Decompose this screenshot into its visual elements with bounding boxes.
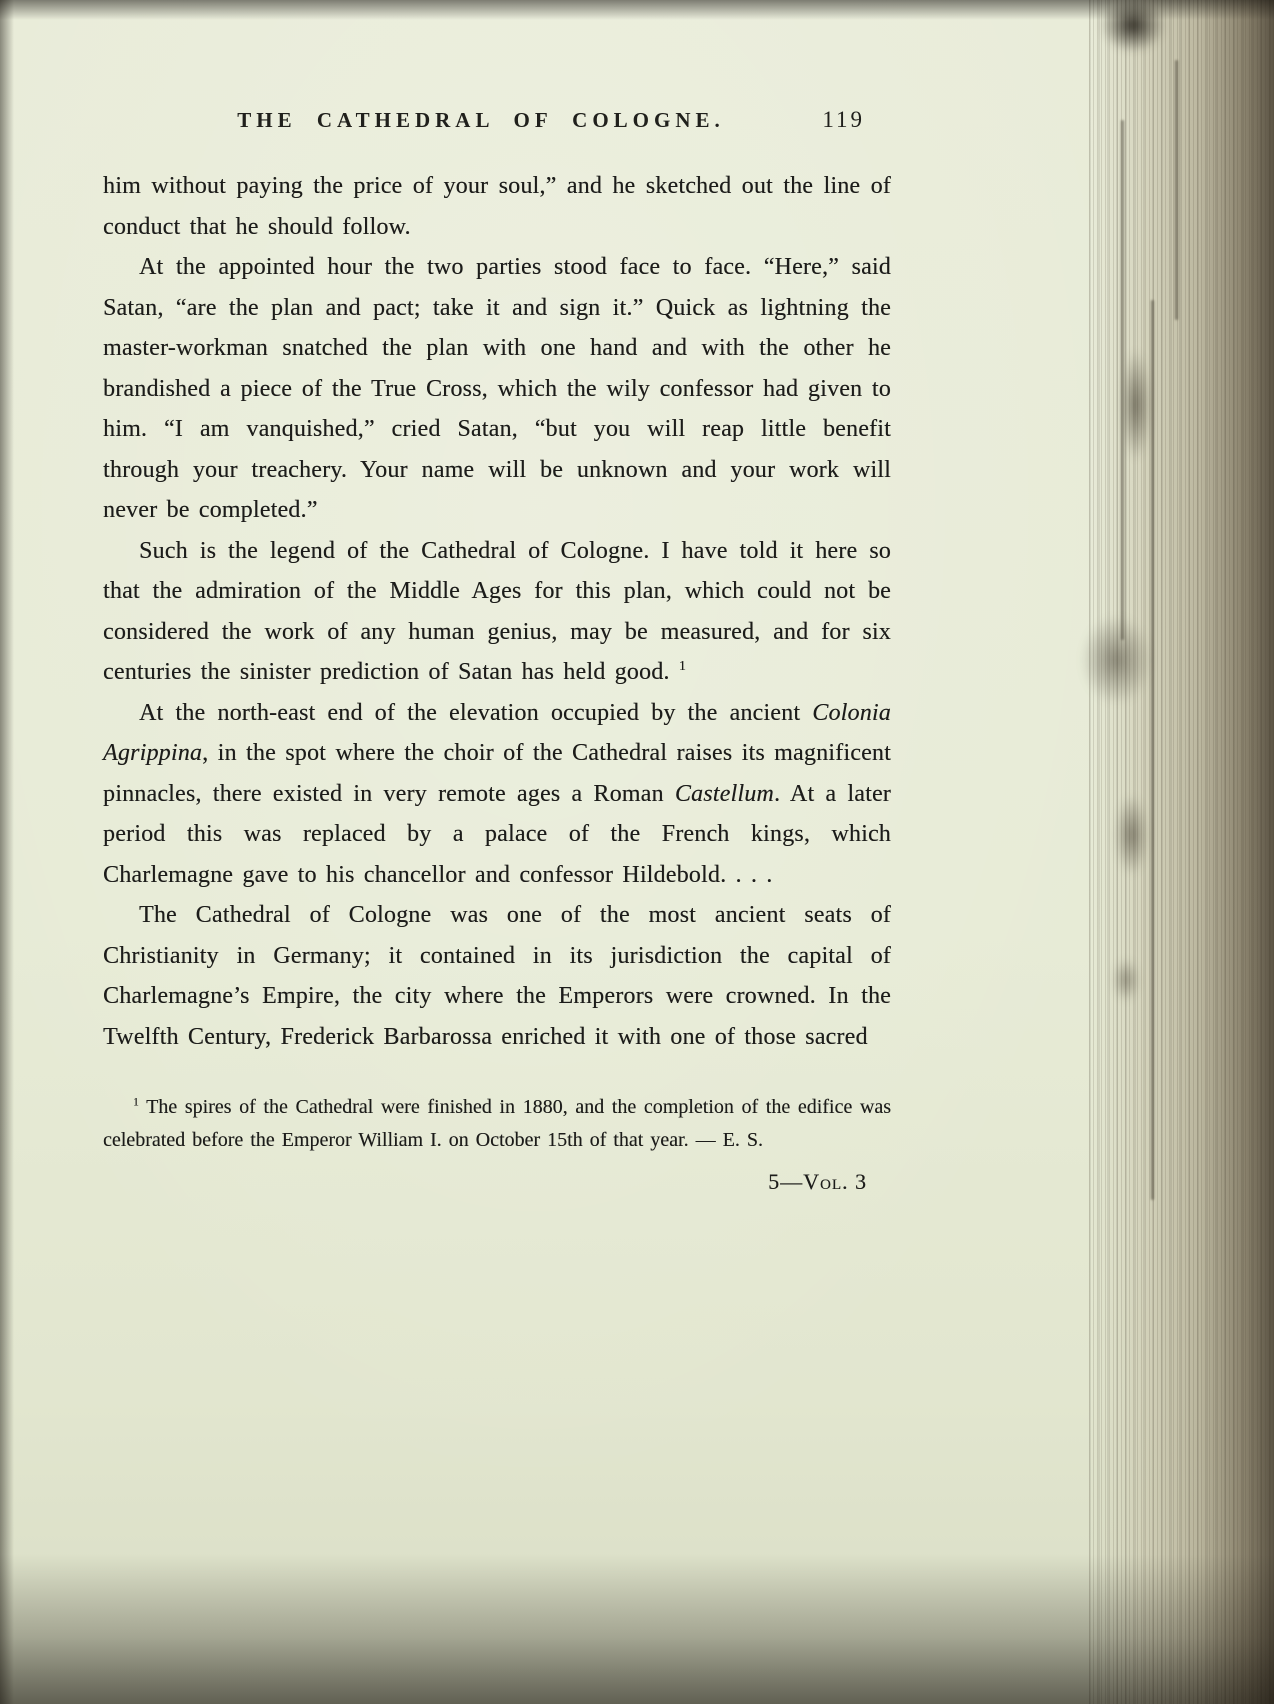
text-block	[103, 166, 891, 1057]
running-title: THE CATHEDRAL OF COLOGNE.	[237, 108, 725, 132]
page-content	[103, 106, 891, 1195]
scan-corner-shadow	[0, 1594, 220, 1704]
paragraph: At the north-east end of the elevation occupied by the ancient Colonia Agrippina, in the spot where the choir of the Cathedral raises its magnificent pinnacles, there existed in very remote ages a Roman Castellum. At a later period this was replaced by a palace of the French kings, which Charlemagne gave to his chancellor and confessor Hildebold. . . .	[103, 699, 891, 888]
volume-signature: 5—Vol. 3	[768, 1169, 867, 1194]
paragraph: him without paying the price of your soul,” and he sketched out the line of conduct that he should follow.	[103, 173, 891, 240]
paragraph: At the appointed hour the two parties stood face to face. “Here,” said Satan, “are the plan and pact; take it and sign it.” Quick as lightning the master-workman snatched the plan with one hand and with the other he brandished a piece of the True Cross, which the wily confessor had given to him. “I am vanquished,” cried Satan, “but you will reap little benefit through your treachery. Your name will be unknown and your work will never be completed.”	[103, 254, 891, 523]
paragraph: Such is the legend of the Cathedral of Cologne. I have told it here so that the admiration of the Middle Ages for this plan, which could not be considered the work of any human genius, may be measured, and for six centuries the sinister prediction of Satan has held good. $^1$	[103, 537, 891, 685]
footnote-text: $^1$ The spires of the Cathedral were finished in 1880, and the completion of the edifice was celebrated before the Emperor William I. on October 15th of that year. — E. S.	[103, 1095, 891, 1151]
page-number: 119	[822, 107, 865, 132]
scan-artifact	[1116, 330, 1156, 480]
page-header	[103, 106, 891, 142]
paragraph: The Cathedral of Cologne was one of the most ancient seats of Christianity in Germany; it contained in its jurisdiction the capital of Charlemagne’s Empire, the city where the Emperors were crowned. In the Twelfth Century, Frederick Barbarossa enriched it with one of those sacred	[103, 902, 891, 1050]
scan-artifact	[1109, 780, 1154, 890]
page-edge-line	[1175, 60, 1178, 320]
footnote-block	[103, 1091, 891, 1157]
scan-left-shadow	[0, 0, 14, 1704]
scan-artifact	[1069, 600, 1164, 720]
scan-top-shadow	[0, 0, 1274, 20]
scan-artifact	[1108, 950, 1144, 1010]
